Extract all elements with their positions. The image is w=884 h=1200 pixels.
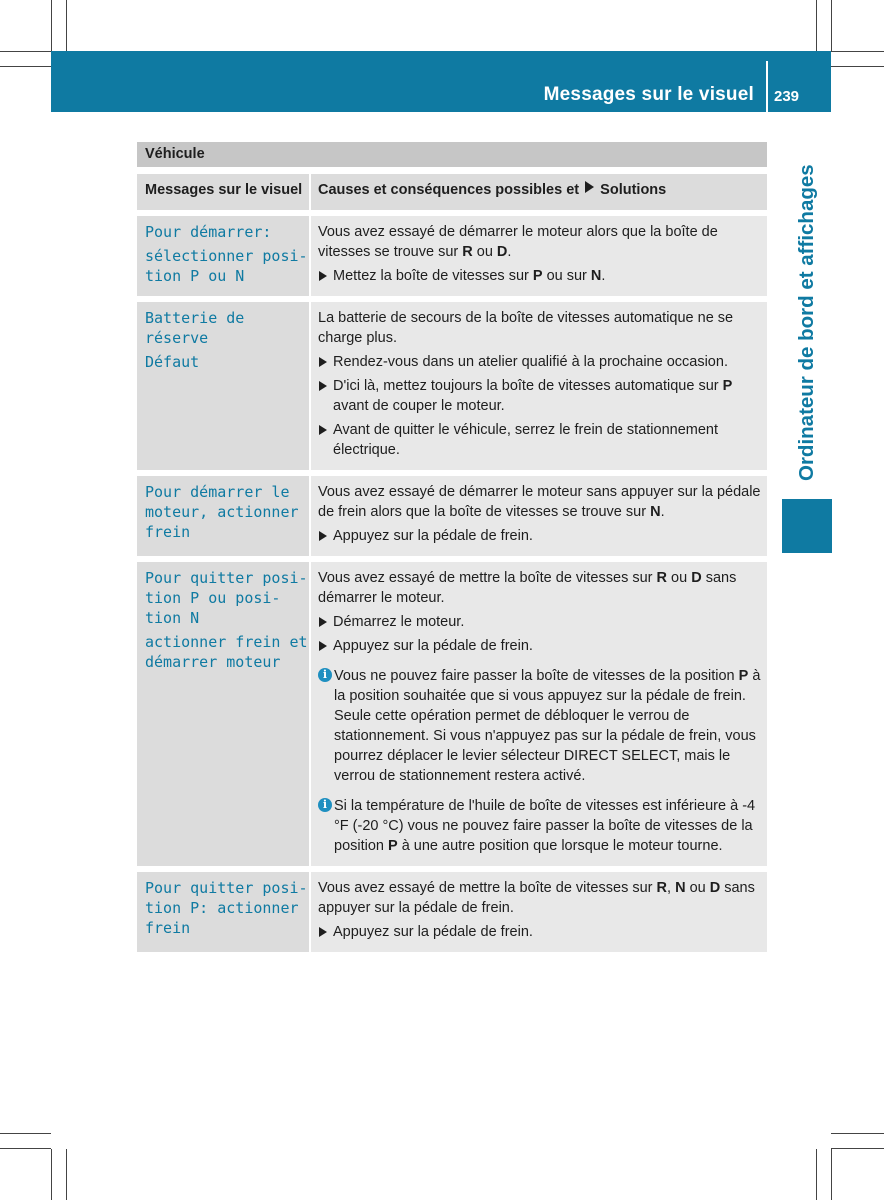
gear-position-label: P <box>532 268 543 284</box>
text-fragment: . <box>507 244 512 260</box>
solution-step <box>318 636 761 656</box>
cause-solution-cell <box>311 216 767 296</box>
crop-mark <box>0 51 51 52</box>
column-header-causes-text: Causes et conséquences possibles et <box>318 182 580 198</box>
text-fragment: La batterie de secours de la boîte de vitesses automatique ne se charge plus. <box>318 310 734 346</box>
gear-position-label: P <box>388 838 398 854</box>
crop-mark <box>831 1148 884 1149</box>
gear-position-label: D <box>496 244 508 260</box>
text-fragment: Vous avez essayé de mettre la boîte de vitesses sur <box>318 570 657 586</box>
crop-mark <box>831 1133 884 1134</box>
cause-solution-cell <box>311 872 767 952</box>
cause-text <box>318 222 761 262</box>
gear-position-label: D <box>691 570 702 586</box>
crop-mark <box>0 1148 51 1149</box>
message-cell <box>137 216 309 296</box>
text-fragment: Vous avez essayé de démarrer le moteur alors que la boîte de vitesses se trouve sur <box>318 224 718 260</box>
text-fragment: . <box>601 268 606 284</box>
message-cell <box>137 476 309 556</box>
crop-mark <box>66 1149 67 1200</box>
display-message-text: Pour démarrer le moteur, actionner frein <box>145 483 299 541</box>
display-message-text: actionner frein et démarrer moteur <box>145 633 308 671</box>
text-fragment: ou <box>685 880 710 896</box>
text-fragment: ou <box>472 244 497 260</box>
text-fragment: Vous avez essayé de démarrer le moteur sans appuyer sur la pédale de frein alors que la boîte de vitesses se trouve sur <box>318 484 761 520</box>
text-fragment: Vous ne pouvez faire passer la boîte de vitesses de la position <box>334 668 739 684</box>
cause-solution-cell <box>311 562 767 866</box>
cause-solution-cell <box>311 302 767 470</box>
page-number: 239 <box>774 88 800 105</box>
table-row <box>137 302 767 470</box>
text-fragment: Démarrez le moteur. <box>333 614 465 630</box>
crop-mark <box>0 66 51 67</box>
gear-position-label: R <box>656 880 667 896</box>
gear-position-label: P <box>738 668 749 684</box>
text-fragment: Appuyez sur la pédale de frein. <box>333 924 533 940</box>
cause-text <box>318 878 761 918</box>
solution-step <box>318 922 761 942</box>
crop-mark <box>816 0 817 51</box>
text-fragment: ou <box>667 570 692 586</box>
message-cell <box>137 562 309 866</box>
crop-mark <box>831 0 832 51</box>
gear-position-label: R <box>656 570 667 586</box>
arrow-right-icon <box>585 181 594 193</box>
cause-text <box>318 308 761 348</box>
table-body <box>137 216 767 952</box>
info-icon: i <box>318 668 332 682</box>
info-note <box>318 666 761 786</box>
side-tab-marker <box>782 499 832 553</box>
text-fragment: Si la température de l'huile de boîte de vitesses est inférieure à -4 °F (-20 °C) vous ne pouvez faire passer la boîte de vitesses de la position <box>334 798 756 854</box>
text-fragment: à une autre position que lorsque le moteur tourne. <box>397 838 723 854</box>
text-fragment: , <box>667 880 676 896</box>
gear-position-label: D <box>709 880 721 896</box>
crop-mark <box>66 0 67 51</box>
message-cell <box>137 302 309 470</box>
crop-mark <box>831 66 884 67</box>
gear-position-label: R <box>462 244 473 260</box>
column-header-solutions-text: Solutions <box>600 182 667 198</box>
crop-mark <box>51 0 52 51</box>
text-fragment: Appuyez sur la pédale de frein. <box>333 528 533 544</box>
display-message-text: sélectionner posi- tion P ou N <box>145 247 308 285</box>
text-fragment: Appuyez sur la pédale de frein. <box>333 638 533 654</box>
gear-position-label: P <box>722 378 733 394</box>
crop-mark <box>816 1149 817 1200</box>
column-header-causes <box>311 174 767 210</box>
header-divider <box>766 61 768 112</box>
message-cell <box>137 872 309 952</box>
table-row <box>137 476 767 556</box>
side-tab-label: Ordinateur de bord et affichages <box>795 164 818 481</box>
info-note <box>318 796 761 856</box>
display-message-text: Pour quitter posi- tion P: actionner frein <box>145 879 308 937</box>
text-fragment: D'ici là, mettez toujours la boîte de vitesses automatique sur <box>333 378 723 394</box>
solution-step <box>318 376 761 416</box>
gear-position-label: N <box>590 268 602 284</box>
text-fragment: sans appuyer sur la pédale de frein. <box>318 880 755 916</box>
table-row <box>137 872 767 952</box>
cause-solution-cell <box>311 476 767 556</box>
side-tab <box>792 155 822 490</box>
crop-mark <box>831 1149 832 1200</box>
text-fragment: ou sur <box>542 268 591 284</box>
text-fragment: Rendez-vous dans un atelier qualifié à la prochaine occasion. <box>333 354 728 370</box>
gear-position-label: N <box>650 504 661 520</box>
message-table <box>137 142 767 952</box>
crop-mark <box>0 1133 51 1134</box>
text-fragment: Avant de quitter le véhicule, serrez le frein de stationnement électrique. <box>333 422 719 458</box>
display-message-text: Défaut <box>145 353 200 371</box>
crop-mark <box>831 51 884 52</box>
table-row <box>137 562 767 866</box>
table-header-row <box>137 174 767 210</box>
text-fragment: Vous avez essayé de mettre la boîte de vitesses sur <box>318 880 657 896</box>
page-header-title: Messages sur le visuel <box>543 84 754 105</box>
cause-text <box>318 568 761 608</box>
text-fragment: à la position souhaitée que si vous appuyez sur la pédale de frein. Seule cette opération permet de débloquer le verrou de stationnement. Si vous n'appuyez pas sur la pédale de frein, vous pourrez déplacer le levier sélecteur DIRECT SELECT, mais le verrou de stationnement restera activé. <box>334 668 761 784</box>
table-row <box>137 216 767 296</box>
solution-step <box>318 266 761 286</box>
section-title: Véhicule <box>137 142 767 167</box>
column-header-messages: Messages sur le visuel <box>137 174 309 210</box>
crop-mark <box>51 1149 52 1200</box>
solution-step <box>318 526 761 546</box>
text-fragment: avant de couper le moteur. <box>333 398 505 414</box>
text-fragment: . <box>660 504 665 520</box>
display-message-text: Pour démarrer: <box>145 223 272 241</box>
text-fragment: Mettez la boîte de vitesses sur <box>333 268 533 284</box>
text-fragment: sans démarrer le moteur. <box>318 570 737 606</box>
solution-step <box>318 420 761 460</box>
solution-step <box>318 352 761 372</box>
display-message-text: Pour quitter posi- tion P ou posi- tion N <box>145 569 308 627</box>
solution-step <box>318 612 761 632</box>
cause-text <box>318 482 761 522</box>
display-message-text: Batterie de réserve <box>145 309 245 347</box>
gear-position-label: N <box>675 880 686 896</box>
info-icon: i <box>318 798 332 812</box>
